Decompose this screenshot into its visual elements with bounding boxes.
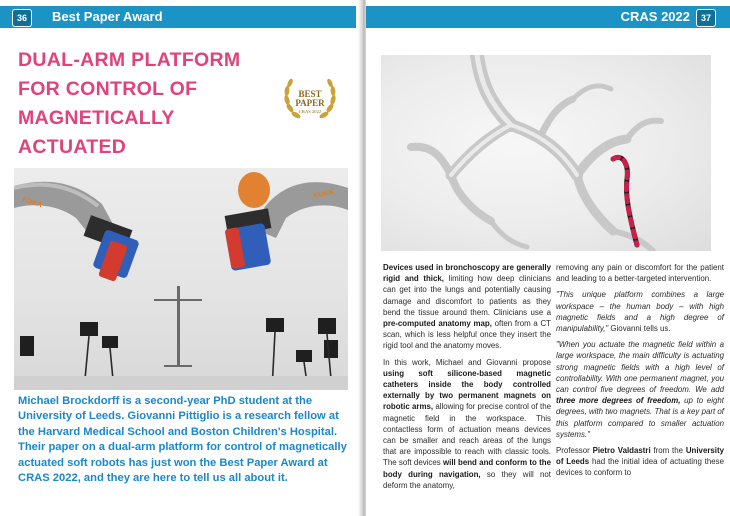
right-section-title: CRAS 2022 (620, 9, 690, 24)
dual-arm-robot-photo (14, 168, 348, 390)
text-run: Professor (556, 446, 593, 456)
right-page-number: 37 (696, 9, 716, 27)
text-column-1 (383, 262, 551, 496)
best-paper-badge (280, 70, 340, 130)
quote-text: "When you actuate the magnetic field within a large workspace, the main difficulty is actuating strong magnetic fields with a high level of controllability. With one permanent magnet, you can control five degrees of freedom. We add (556, 340, 724, 395)
text-run: Giovanni tells us. (608, 324, 671, 334)
bold-text: Pietro Valdastri (592, 446, 651, 456)
badge-line1: BEST (298, 89, 322, 99)
robot-brand-label: KUKA (312, 188, 335, 200)
robot-brand-label: KUKA (21, 196, 43, 210)
paragraph (556, 445, 724, 479)
bold-text: will bend and conform to the body during navigation, (383, 458, 551, 479)
left-page-header (0, 6, 356, 28)
left-section-title: Best Paper Award (52, 9, 163, 24)
text-run: In this work, Michael and Giovanni propose (383, 357, 551, 367)
paragraph (383, 262, 551, 352)
article-intro: Michael Brockdorff is a second-year PhD student at the University of Leeds. Giovanni Pittiglio is a research fellow at the Harvard Medical School and Boston Children's Hospital. Their paper on a dual-arm platform for control of magnetically actuated soft robots has just won the Best Paper Award at CRAS 2022, and they are here to tell us all about it. (18, 395, 347, 485)
right-page (366, 0, 730, 516)
article-title-line: MAGNETICALLY ACTUATED (18, 107, 175, 158)
bold-text: pre-computed anatomy map, (383, 319, 492, 329)
text-run: allowing for precise control of the magnetic field in the workspace. This contactless form of actuation means devices can be smaller and reach areas of the lungs that are impossible to reach with classic tools. The soft devices (383, 402, 551, 468)
text-run: often from a CT scan, which is less helpful once they insert the rigid tool and the anatomy moves. (383, 319, 551, 351)
lung-phantom-photo (381, 55, 711, 251)
quote-text: up to eight degrees, with two magnets. That is a key part of this platform compared to smaller actuation systems." (556, 396, 724, 439)
article-title-line: DUAL-ARM PLATFORM (18, 49, 241, 71)
badge-line2: PAPER (295, 98, 325, 108)
bold-text: Devices used in bronchoscopy are generally rigid and thick, (383, 263, 551, 284)
paragraph (556, 289, 724, 334)
text-run: limiting how deep clinicians can get into the lungs and potentially causing damage and discomfort to patients as they bend the tissue around them. Clinicians use a (383, 274, 551, 317)
text-run: so they will not deform the anatomy, (383, 469, 551, 490)
article-title-line: FOR CONTROL OF (18, 78, 198, 100)
right-page-header (366, 6, 730, 28)
badge-line3: CRAS 2022 (298, 109, 322, 114)
left-page (0, 0, 362, 516)
text-column-2 (556, 262, 724, 484)
bold-quote-text: three more degrees of freedom, (556, 396, 681, 406)
bold-text: using soft silicone-based magnetic catheters inside the body controlled externally by two permanent magnets on robotic arms, (383, 368, 551, 412)
left-page-number: 36 (12, 9, 32, 27)
text-run: from the (650, 446, 686, 456)
paragraph (556, 339, 724, 440)
laurel-wreath-icon (280, 70, 340, 130)
paragraph (383, 357, 551, 491)
paragraph: removing any pain or discomfort for the patient and leading to a better-targeted intervention. (556, 263, 724, 284)
text-run: had the initial idea of actuating these devices to conform to (556, 457, 724, 478)
quote-text: "This unique platform combines a large workspace – the human body – with high magnetic fields and a high degree of manipulability," (556, 290, 724, 334)
bold-text: University of Leeds (556, 446, 724, 467)
